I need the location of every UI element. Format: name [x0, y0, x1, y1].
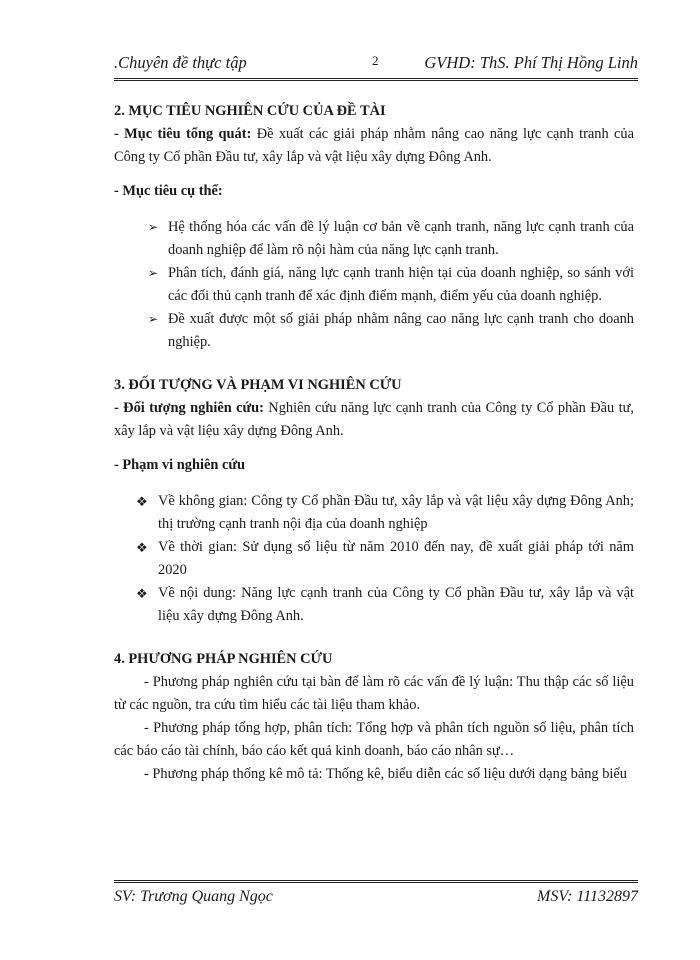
specific-objective-label: - Mục tiêu cụ thể:	[114, 183, 223, 199]
list-item: ❖ Về không gian: Công ty Cổ phần Đầu tư, xây lắp và vật liệu xây dựng Đông Anh; thị trường cạnh tranh nội địa của doanh nghiệp	[114, 490, 634, 536]
research-scope-label: - Phạm vi nghiên cứu	[114, 457, 245, 473]
specific-objective-list	[114, 216, 634, 354]
arrow-bullet-icon: ➢	[148, 266, 159, 280]
section-4-heading: 4. PHƯƠNG PHÁP NGHIÊN CỨU	[114, 651, 333, 667]
diamond-bullet-icon: ❖	[136, 494, 148, 509]
document-body	[114, 100, 634, 786]
section-2-heading: 2. MỤC TIÊU NGHIÊN CỨU CỦA ĐỀ TÀI	[114, 103, 386, 119]
list-item: ❖ Về nội dung: Năng lực cạnh tranh của Công ty Cổ phần Đầu tư, xây lắp và vật liệu xây dựng Đông Anh.	[114, 582, 634, 628]
method-paragraph: - Phương pháp nghiên cứu tại bàn để làm rõ các vấn đề lý luận: Thu thập các số liệu từ các nguồn, tra cứu tìm hiểu các tài liệu tham khảo.	[114, 674, 634, 713]
research-object	[114, 397, 634, 443]
list-item: ➢ Phân tích, đánh giá, năng lực cạnh tranh hiện tại của doanh nghiệp, so sánh với các đối thủ cạnh tranh để xác định điểm mạnh, điểm yếu của doanh nghiệp.	[114, 262, 634, 308]
student-name: SV: Trương Quang Ngọc	[114, 888, 273, 905]
list-item: ➢ Hệ thống hóa các vấn đề lý luận cơ bản về cạnh tranh, năng lực cạnh tranh của doanh nghiệp để làm rõ nội hàm của năng lực cạnh tranh.	[114, 216, 634, 262]
diamond-bullet-icon: ❖	[136, 540, 148, 555]
arrow-bullet-icon: ➢	[148, 312, 159, 326]
research-object-text: Nghiên cứu năng lực cạnh tranh của Công ty Cổ phần Đầu tư, xây lắp và vật liệu xây dựng Đông Anh.	[114, 400, 634, 439]
page-footer	[114, 880, 638, 907]
header-title: .Chuyên đề thực tập	[114, 53, 247, 72]
diamond-bullet-icon: ❖	[136, 586, 148, 601]
page-header	[114, 50, 638, 81]
research-scope-list	[114, 490, 634, 628]
general-objective	[114, 123, 634, 169]
section-3-heading: 3. ĐỐI TƯỢNG VÀ PHẠM VI NGHIÊN CỨU	[114, 377, 402, 393]
list-item: ❖ Về thời gian: Sử dụng số liệu từ năm 2010 đến nay, đề xuất giải pháp tới năm 2020	[114, 536, 634, 582]
research-object-label: - Đối tượng nghiên cứu:	[114, 400, 264, 416]
student-id: MSV: 11132897	[536, 888, 638, 905]
general-objective-label: - Mục tiêu tổng quát:	[114, 126, 252, 142]
method-paragraph: - Phương pháp tổng hợp, phân tích: Tổng hợp và phân tích nguồn số liệu, phân tích các báo cáo tài chính, báo cáo kết quả kinh doanh, báo cáo nhân sự…	[114, 720, 634, 759]
header-supervisor: GVHD: ThS. Phí Thị Hồng Linh	[424, 53, 638, 72]
arrow-bullet-icon: ➢	[148, 220, 159, 234]
method-paragraph: - Phương pháp thống kê mô tả: Thống kê, biểu diễn các số liệu dưới dạng bảng biểu	[144, 766, 627, 782]
page-number: 2	[372, 53, 379, 68]
general-objective-text: Đề xuất các giải pháp nhằm nâng cao năng lực cạnh tranh của Công ty Cổ phần Đầu tư, xây lắp và vật liệu xây dựng Đông Anh.	[114, 126, 634, 165]
list-item: ➢ Đề xuất được một số giải pháp nhằm nâng cao năng lực cạnh tranh cho doanh nghiệp.	[114, 308, 634, 354]
